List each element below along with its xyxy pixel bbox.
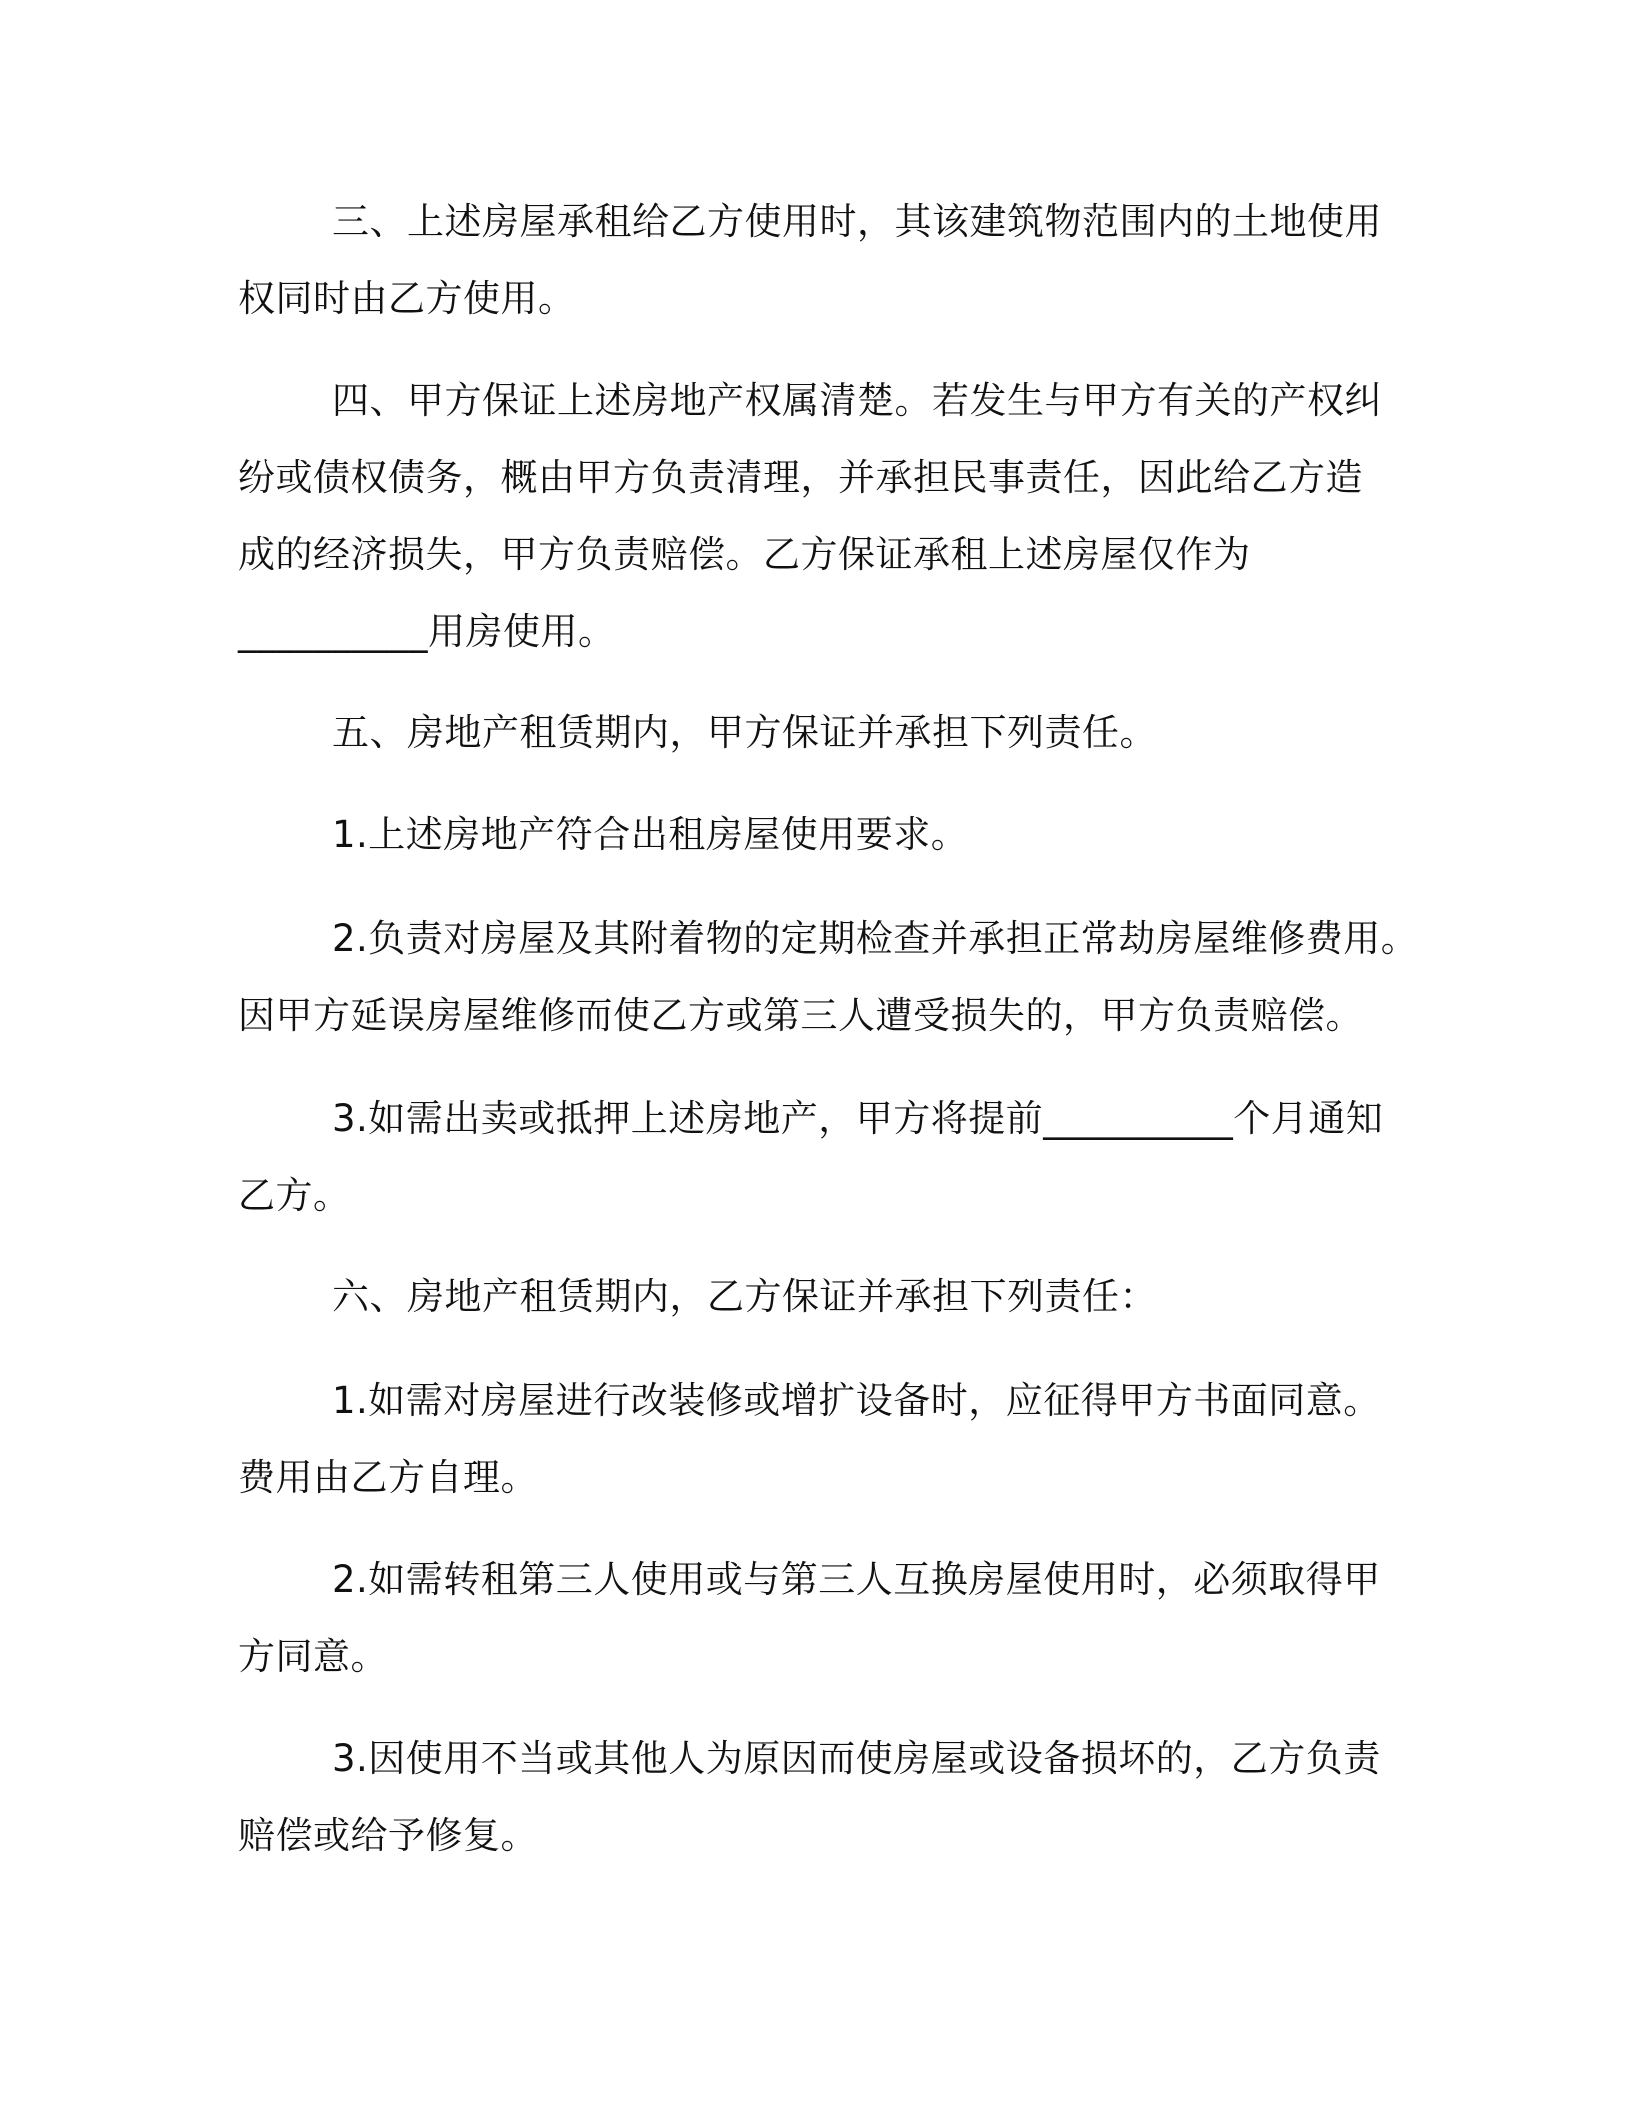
clause-5-paragraph [238,694,1380,771]
clause-6-3-paragraph [238,1720,1380,1874]
paragraph-line: 权同时由乙方使用。 [238,277,576,320]
paragraph-line: 方同意。 [238,1635,388,1678]
paragraph-line: 2.如需转租第三人使用或与第三人互换房屋使用时，必须取得甲 [332,1558,1381,1601]
clause-6-1-paragraph [238,1362,1380,1516]
paragraph-line: 3.如需出卖或抵押上述房地产，甲方将提前__________个月通知 [332,1097,1384,1140]
paragraph-line: 因甲方延误房屋维修而使乙方或第三人遭受损失的，甲方负责赔偿。 [238,994,1363,1037]
paragraph-line: __________用房使用。 [238,610,616,653]
clause-4-paragraph [238,362,1380,670]
clause-5-1-paragraph [238,796,1380,873]
paragraph-line: 1.如需对房屋进行改装修或增扩设备时，应征得甲方书面同意。 [332,1379,1381,1422]
paragraph-line: 四、甲方保证上述房地产权属清楚。若发生与甲方有关的产权纠 [332,379,1382,422]
paragraph-line: 成的经济损失，甲方负责赔偿。乙方保证承租上述房屋仅作为 [238,533,1251,576]
paragraph-line: 乙方。 [238,1174,351,1217]
paragraph-line: 五、房地产租赁期内，甲方保证并承担下列责任。 [332,711,1157,754]
clause-6-2-paragraph [238,1541,1380,1695]
clause-6-paragraph [238,1258,1380,1335]
clause-3-paragraph [238,183,1380,337]
paragraph-line: 三、上述房屋承租给乙方使用时，其该建筑物范围内的土地使用 [332,200,1382,243]
paragraph-line: 2.负责对房屋及其附着物的定期检查并承担正常劫房屋维修费用。 [332,917,1419,960]
paragraph-line: 纷或债权债务，概由甲方负责清理，并承担民事责任，因此给乙方造 [238,456,1363,499]
paragraph-line: 赔偿或给予修复。 [238,1814,538,1857]
paragraph-line: 3.因使用不当或其他人为原因而使房屋或设备损坏的，乙方负责 [332,1737,1381,1780]
clause-5-2-paragraph [238,900,1419,1054]
paragraph-line: 1.上述房地产符合出租房屋使用要求。 [332,813,969,856]
paragraph-line: 六、房地产租赁期内，乙方保证并承担下列责任： [332,1275,1157,1318]
paragraph-line: 费用由乙方自理。 [238,1456,538,1499]
clause-5-3-paragraph [238,1080,1384,1234]
